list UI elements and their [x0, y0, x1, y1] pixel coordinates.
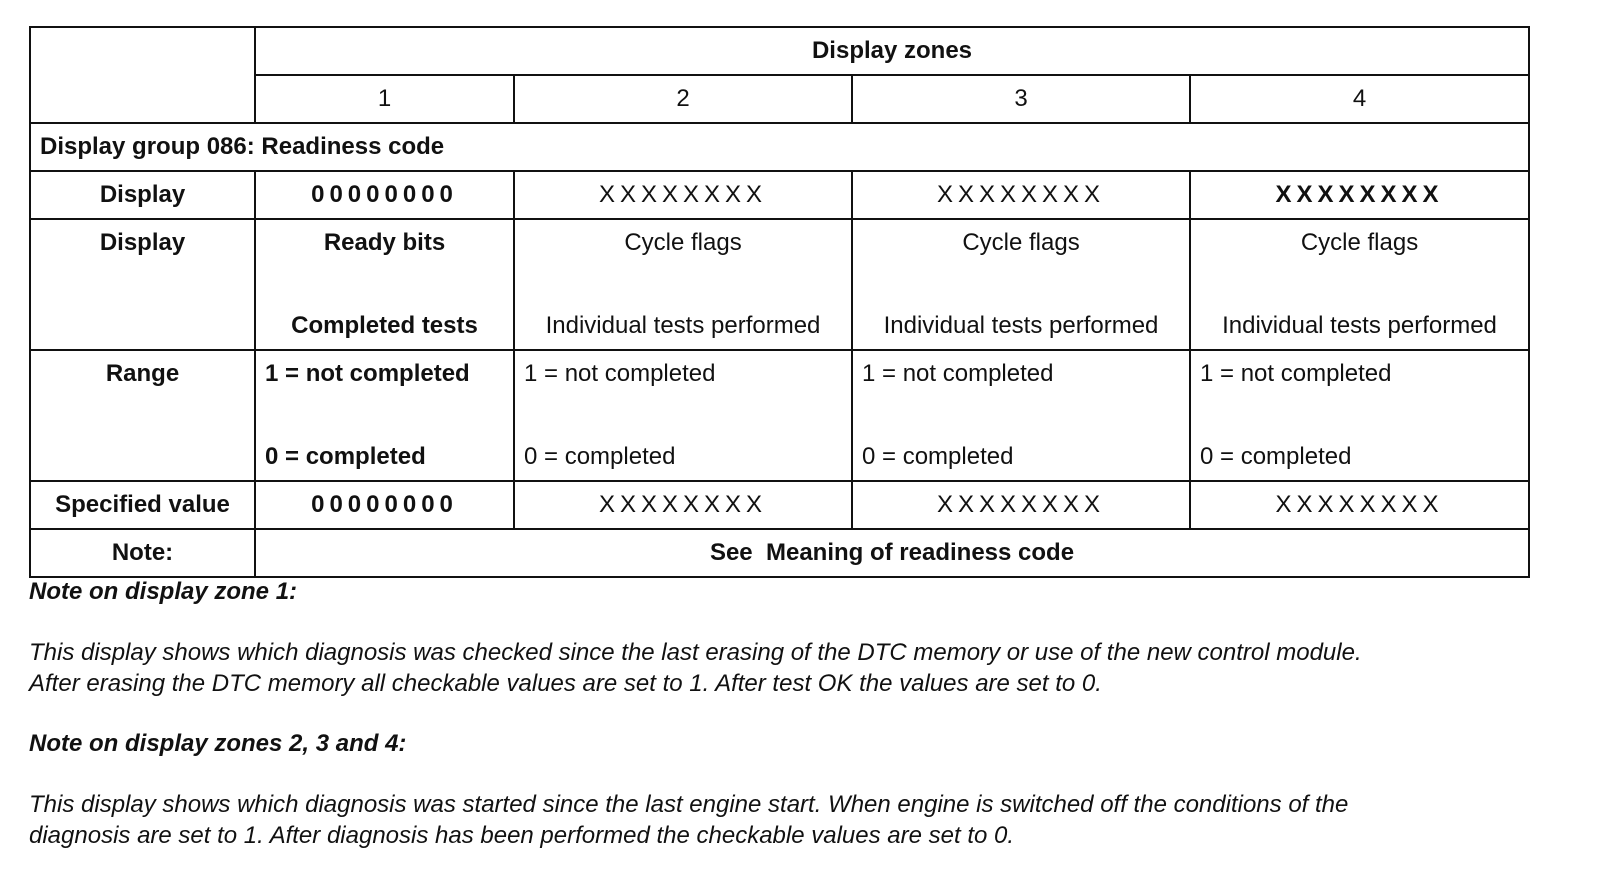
meaning-line: Individual tests performed	[883, 312, 1159, 339]
row-label: Note:	[30, 529, 255, 577]
meaning-zone-2	[514, 219, 852, 350]
display-value-zone-4: XXXXXXXX	[1190, 171, 1529, 219]
readiness-table	[29, 26, 1530, 578]
note-heading-zone-1: Note on display zone 1:	[29, 578, 298, 605]
display-row	[30, 171, 1529, 219]
display-zones-header: Display zones	[255, 27, 1529, 75]
specified-value-zone-2: XXXXXXXX	[514, 481, 852, 529]
meaning-line: Ready bits	[323, 229, 446, 256]
range-line: 0 = completed	[862, 443, 1014, 470]
specified-value-zone-4: XXXXXXXX	[1190, 481, 1529, 529]
row-label: Display	[30, 171, 255, 219]
meaning-line: Individual tests performed	[545, 312, 821, 339]
range-row	[30, 350, 1529, 481]
specified-row	[30, 481, 1529, 529]
note-text: See Meaning of readiness code	[255, 529, 1529, 577]
range-line: 1 = not completed	[862, 360, 1054, 387]
specified-value-zone-1: 00000000	[255, 481, 514, 529]
row-label: Display	[30, 219, 255, 350]
range-zone-4	[1190, 350, 1529, 481]
note-line: diagnosis are set to 1. After diagnosis has been performed the checkable values are set to 0.	[29, 822, 1015, 849]
range-line: 0 = completed	[524, 443, 676, 470]
row-label: Range	[30, 350, 255, 481]
note-body-zones-2-4	[29, 789, 1348, 851]
note-line: This display shows which diagnosis was checked since the last erasing of the DTC memory or use of the new control module.	[29, 639, 1362, 666]
range-zone-3	[852, 350, 1190, 481]
meaning-line: Completed tests	[291, 312, 478, 339]
row-label: Specified value	[30, 481, 255, 529]
meaning-zone-3	[852, 219, 1190, 350]
zone-3-header: 3	[852, 75, 1190, 123]
range-line: 1 = not completed	[1200, 360, 1392, 387]
range-zone-1	[255, 350, 514, 481]
display-value-zone-1: 00000000	[255, 171, 514, 219]
note-line: After erasing the DTC memory all checkable values are set to 1. After test OK the values are set to 0.	[29, 670, 1102, 697]
display-value-zone-2: XXXXXXXX	[514, 171, 852, 219]
range-zone-2	[514, 350, 852, 481]
range-line: 1 = not completed	[265, 360, 470, 387]
meaning-line: Cycle flags	[624, 229, 742, 256]
meaning-zone-1	[255, 219, 514, 350]
corner-cell	[30, 27, 255, 123]
zone-1-header: 1	[255, 75, 514, 123]
range-line: 0 = completed	[1200, 443, 1352, 470]
specified-value-zone-3: XXXXXXXX	[852, 481, 1190, 529]
meaning-line: Cycle flags	[1300, 229, 1419, 256]
range-line: 1 = not completed	[524, 360, 716, 387]
note-line: This display shows which diagnosis was started since the last engine start. When engine is switched off the conditions of the	[29, 791, 1349, 818]
group-title: Display group 086: Readiness code	[30, 123, 1529, 171]
meaning-zone-4	[1190, 219, 1529, 350]
note-row	[30, 529, 1529, 577]
range-line: 0 = completed	[265, 443, 426, 470]
zone-4-header: 4	[1190, 75, 1529, 123]
display-value-zone-3: XXXXXXXX	[852, 171, 1190, 219]
meaning-line: Cycle flags	[962, 229, 1080, 256]
zone-2-header: 2	[514, 75, 852, 123]
meaning-row	[30, 219, 1529, 350]
meaning-line: Individual tests performed	[1222, 312, 1497, 339]
note-heading-zones-2-4: Note on display zones 2, 3 and 4:	[29, 730, 407, 757]
note-body-zone-1	[29, 637, 1362, 699]
